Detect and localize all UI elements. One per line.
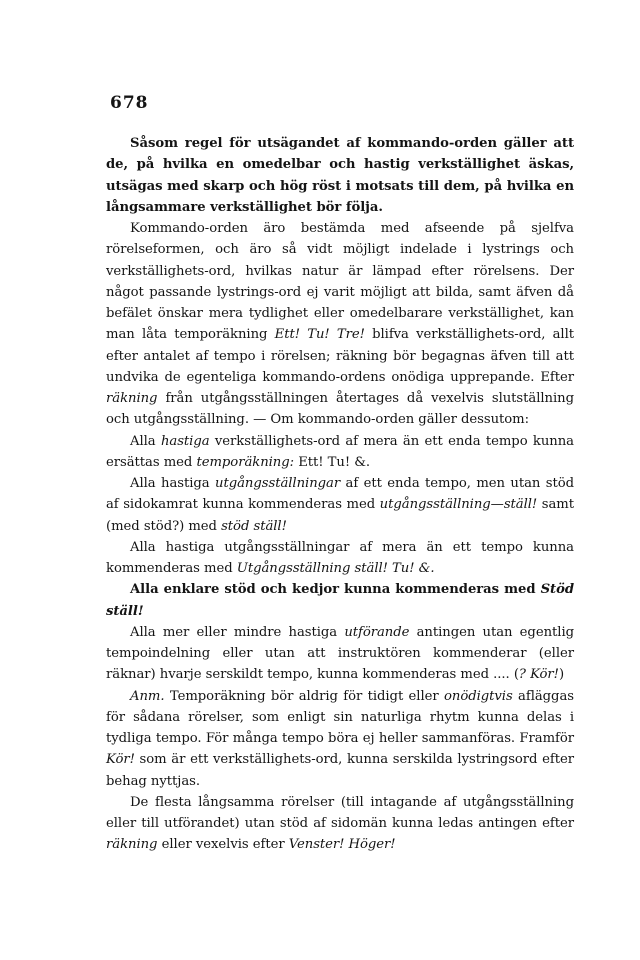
text-run: samt (med stöd?) med xyxy=(106,497,574,534)
text-run: Alla mer eller mindre hastiga xyxy=(130,624,345,640)
italic-text: Kör! xyxy=(106,752,135,768)
text-run: antingen utan egentlig tempoindelning eller utan att instruktören kommenderar (eller räknar) hvarje serskildt tempo, kunna kommenderas med .... ( xyxy=(106,624,575,683)
text-run: Alla hastiga utgångsställningar af mera än ett tempo kunna kommenderas med xyxy=(106,539,574,576)
italic-text: utgångsställningar xyxy=(215,476,341,491)
italic-text: utgångsställning—ställ! xyxy=(379,497,538,513)
paragraph xyxy=(106,218,574,431)
text-run: blifva verkställighets-ord, allt efter antalet af tempo i rörelsen; räkning bör begagnas äfven till att undvika de egenteliga kommando-ordens onödiga upprepande. Efter xyxy=(106,327,574,385)
text-run: Såsom regel för utsägandet af kommando-orden gäller att de, på hvilka en omedelbar och hastig verkställighet äskas, utsägas med skarp och hög röst i motsats till dem, på hvilka en långsammare verkställighet bör följa. xyxy=(106,136,574,215)
book-page xyxy=(106,93,574,933)
italic-text: utförande xyxy=(344,624,410,640)
page-number: 678 xyxy=(110,93,149,113)
italic-text: Utgångsställning ställ! Tu! &. xyxy=(236,561,435,576)
paragraph xyxy=(106,431,574,474)
text-run: afläggas för sådana rörelser, som enligt sin naturliga rhytm kunna delas i tydliga tempo. För många tempo böra ej heller sammanföras. Framför xyxy=(106,688,574,746)
text-run: Kommando-orden äro bestämda med afseende på sjelfva rörelseformen, och äro så vidt möjligt indelade i lystrings och verkställighets-ord, hvilkas natur är lämpad efter rörelsens. Der något passande lystrings-ord ej varit möjligt att bilda, samt äfven då befälet önskar mera tydlighet eller omedelbarare verkställighet, kan man låta temporäkning xyxy=(106,221,574,343)
italic-text: ? Kör! xyxy=(518,667,559,683)
text-run: Temporäkning bör aldrig för tidigt eller xyxy=(164,688,444,704)
paragraph xyxy=(106,579,574,622)
italic-text: Stöd ställ! xyxy=(106,582,574,619)
paragraph xyxy=(106,792,574,856)
text-run: af ett enda tempo, men utan stöd af sidokamrat kunna kommenderas med xyxy=(106,476,574,513)
italic-text: hastiga xyxy=(160,433,210,449)
italic-text: räkning xyxy=(106,391,158,406)
italic-text: Anm. xyxy=(130,688,165,704)
italic-text: Ett! Tu! Tre! xyxy=(274,327,365,343)
text-run: ) xyxy=(558,667,565,683)
paragraph xyxy=(106,473,574,537)
italic-text: temporäkning: xyxy=(196,454,295,470)
paragraph xyxy=(106,622,574,686)
text-run: De flesta långsamma rörelser (till intagande af utgångsställning eller till utförandet) utan stöd af sidomän kunna ledas antingen efter xyxy=(106,794,574,831)
italic-text: onödigtvis xyxy=(443,688,513,704)
text-run: som är ett verkställighets-ord, kunna serskilda lystringsord efter behag nyttjas. xyxy=(106,752,574,789)
text-run: Alla hastiga xyxy=(130,476,216,491)
text-run: eller vexelvis efter xyxy=(157,837,289,853)
text-run: Alla enklare stöd och kedjor kunna kommenderas med xyxy=(130,582,541,598)
text-run: Alla xyxy=(130,433,161,449)
paragraph xyxy=(106,537,574,580)
paragraph xyxy=(106,686,574,792)
body-text xyxy=(106,133,574,856)
italic-text: räkning xyxy=(106,837,158,853)
italic-text: stöd ställ! xyxy=(221,518,287,534)
italic-text: Venster! Höger! xyxy=(288,837,396,853)
text-run: Ett! Tu! &. xyxy=(294,454,371,470)
paragraph xyxy=(106,133,574,218)
text-run: verkställighets-ord af mera än ett enda tempo kunna ersättas med xyxy=(106,433,574,470)
text-run: från utgångsställningen återtages då vexelvis slutställning och utgångsställning. — Om kommando-orden gäller dessutom: xyxy=(106,391,574,428)
